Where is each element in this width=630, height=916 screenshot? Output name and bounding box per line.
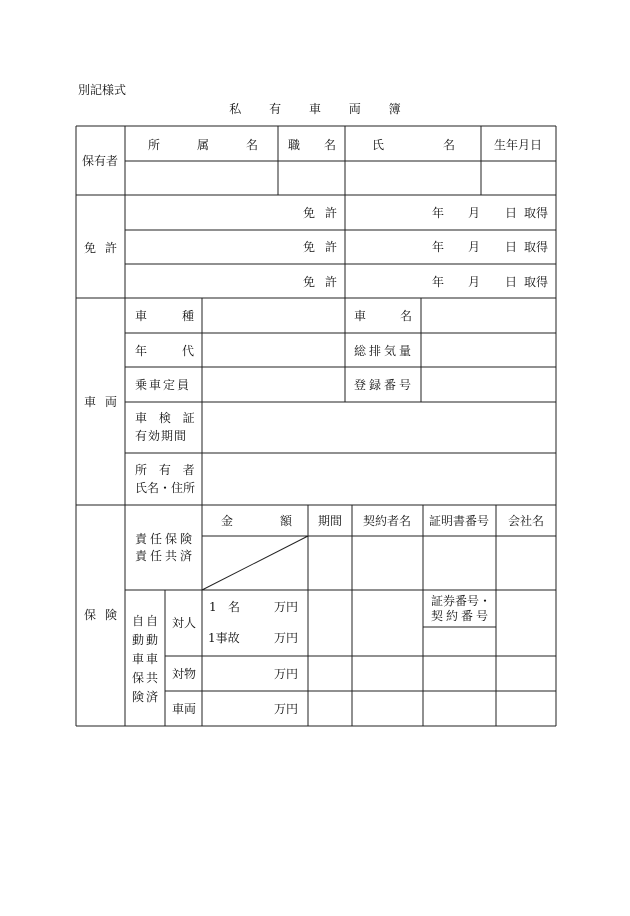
- license-kind: 免: [303, 240, 316, 254]
- capacity-label: 乗車定員: [135, 378, 192, 392]
- property-damage-label: 対物: [171, 667, 197, 681]
- name-header: 名: [443, 138, 456, 152]
- inspection-label: 車 検 証: [135, 411, 199, 425]
- voluntary-char: 車: [146, 652, 162, 666]
- license-section-label: 免: [84, 241, 97, 255]
- title-char: 有: [269, 102, 282, 116]
- voluntary-insurance-label: [132, 612, 147, 707]
- period-header: 期間: [317, 514, 343, 528]
- license-date-year: 年: [432, 206, 445, 220]
- voluntary-char: 済: [146, 690, 162, 704]
- license-date-month: 月: [468, 240, 481, 254]
- voluntary-char: 保: [132, 671, 148, 685]
- name-header: 氏: [372, 138, 385, 152]
- form-label: 別記様式: [78, 83, 127, 97]
- license-kind: 許: [325, 275, 338, 289]
- license-kind: 許: [325, 240, 338, 254]
- per-accident-prefix: 1事故: [208, 631, 240, 645]
- license-date-year: 年: [432, 275, 445, 289]
- registration-label: 登録番号: [354, 378, 415, 392]
- affiliation-header: 所: [148, 138, 161, 152]
- birthdate-header: 生年月日: [493, 138, 543, 152]
- license-date-month: 月: [468, 206, 481, 220]
- voluntary-char: 自: [146, 614, 162, 628]
- per-accident-amount: 万円: [273, 631, 298, 645]
- vehicle-section-label: 車: [84, 395, 97, 409]
- insurance-section-label: 険: [105, 608, 118, 622]
- vehicle-type-label: 車: [135, 309, 148, 323]
- car-name-label: 車: [354, 309, 367, 323]
- per-person-amount: 万円: [273, 600, 298, 614]
- voluntary-mutual-label: [146, 612, 161, 707]
- insurance-section-label: 保: [84, 608, 97, 622]
- vehicle-section-label: 両: [105, 395, 118, 409]
- title-char: 簿: [388, 102, 401, 116]
- holder-section-label: 保有者: [82, 154, 119, 168]
- per-person-unit: 名: [228, 600, 241, 614]
- title-char: 車: [308, 102, 321, 116]
- license-date-acquired: 取得: [524, 275, 549, 289]
- license-kind: 許: [325, 206, 338, 220]
- license-date-month: 月: [468, 275, 481, 289]
- voluntary-char: 動: [146, 633, 162, 647]
- vehicle-type-label: 種: [182, 309, 195, 323]
- per-person-prefix: 1: [209, 600, 217, 614]
- cert-number-header: 証明書番号: [428, 514, 490, 528]
- owner-label: 氏名・住所: [135, 481, 196, 495]
- policy-number-label: 証券番号・: [431, 594, 492, 608]
- vehicle-insurance-amount: 万円: [273, 702, 298, 716]
- position-header: 名: [324, 138, 337, 152]
- license-date-acquired: 取得: [524, 240, 549, 254]
- model-year-label: 代: [182, 344, 195, 358]
- license-date-year: 年: [432, 240, 445, 254]
- title-char: 私: [229, 102, 242, 116]
- license-kind: 免: [303, 206, 316, 220]
- affiliation-header: 名: [246, 138, 259, 152]
- amount-header: 金: [221, 514, 234, 528]
- voluntary-char: 車: [132, 652, 148, 666]
- liability-insurance-label: 責任共済: [135, 549, 196, 563]
- title-char: 両: [348, 102, 361, 116]
- property-damage-amount: 万円: [273, 667, 298, 681]
- voluntary-char: 共: [146, 671, 162, 685]
- license-date-acquired: 取得: [524, 206, 549, 220]
- position-header: 職: [288, 138, 301, 152]
- inspection-label: 有効期間: [135, 429, 188, 443]
- liability-insurance-label: 責任保険: [135, 532, 196, 546]
- affiliation-header: 属: [197, 138, 210, 152]
- car-name-label: 名: [400, 309, 413, 323]
- amount-header: 額: [280, 514, 293, 528]
- owner-label: 所 有 者: [135, 463, 199, 477]
- license-date-day: 日: [505, 206, 518, 220]
- displacement-label: 総排気量: [354, 344, 415, 358]
- bodily-injury-label: 対人: [171, 616, 197, 630]
- vehicle-insurance-label: 車両: [171, 702, 197, 716]
- license-section-label: 許: [105, 241, 118, 255]
- voluntary-char: 険: [132, 690, 148, 704]
- policy-number-label: 契約番号: [431, 609, 492, 623]
- license-date-day: 日: [505, 240, 518, 254]
- company-header: 会社名: [507, 514, 545, 528]
- license-date-day: 日: [505, 275, 518, 289]
- model-year-label: 年: [135, 344, 148, 358]
- voluntary-char: 動: [132, 633, 148, 647]
- contractor-header: 契約者名: [362, 514, 412, 528]
- license-kind: 免: [303, 275, 316, 289]
- voluntary-char: 自: [132, 614, 148, 628]
